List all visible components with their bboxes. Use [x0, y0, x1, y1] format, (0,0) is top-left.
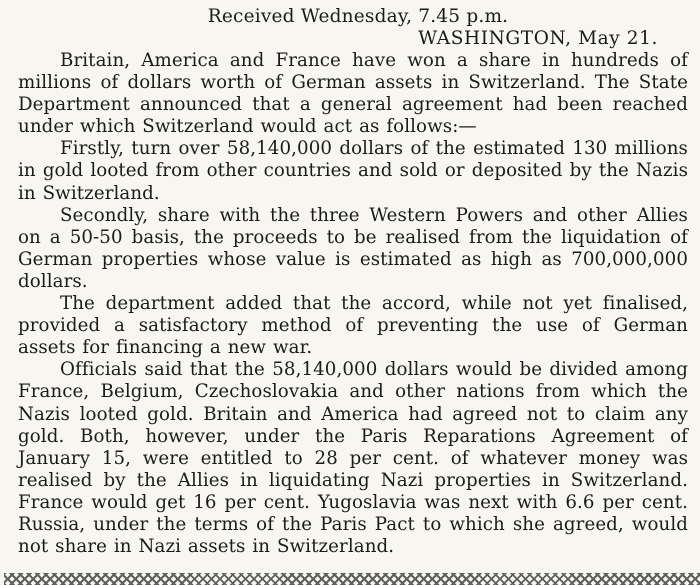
decorative-border-rule — [4, 573, 700, 585]
paragraph-3: Secondly, share with the three Western Powers and other Allies on a 50-50 basis, the proceeds to be realised from the liquidation of German properties whose value is estimated as high as 700,000,000 dollars. — [18, 204, 688, 292]
paragraph-2: Firstly, turn over 58,140,000 dollars of the estimated 130 millions in gold looted from other countries and sold or deposited by the Nazis in Switzerland. — [18, 138, 688, 204]
paragraph-5: Officials said that the 58,140,000 dollars would be divided among France, Belgium, Czechoslovakia and other nations from which the Nazis looted gold. Britain and America had agreed not to claim any gold. Both, however, under the Paris Reparations Agreement of January 15, were entitled to 28 per cent. of whatever money was realised by the Allies in liquidating Nazi properties in Switzerland. France would get 16 per cent. Yugoslavia was next with 6.6 per cent. Russia, under the terms of the Paris Pact to which she agreed, would not share in Nazi assets in Switzerland. — [18, 359, 688, 558]
received-line: Received Wednesday, 7.45 p.m. — [207, 6, 509, 27]
article-body — [18, 50, 688, 558]
paragraph-1: Britain, America and France have won a share in hundreds of millions of dollars worth of German assets in Switzerland. The State Department announced that a general agreement had been reached under which Switzerland would act as follows:— — [18, 50, 688, 138]
dateline: WASHINGTON, May 21. — [418, 28, 658, 49]
paragraph-4: The department added that the accord, while not yet finalised, provided a satisfactory method of preventing the use of German assets for financing a new war. — [18, 293, 688, 359]
